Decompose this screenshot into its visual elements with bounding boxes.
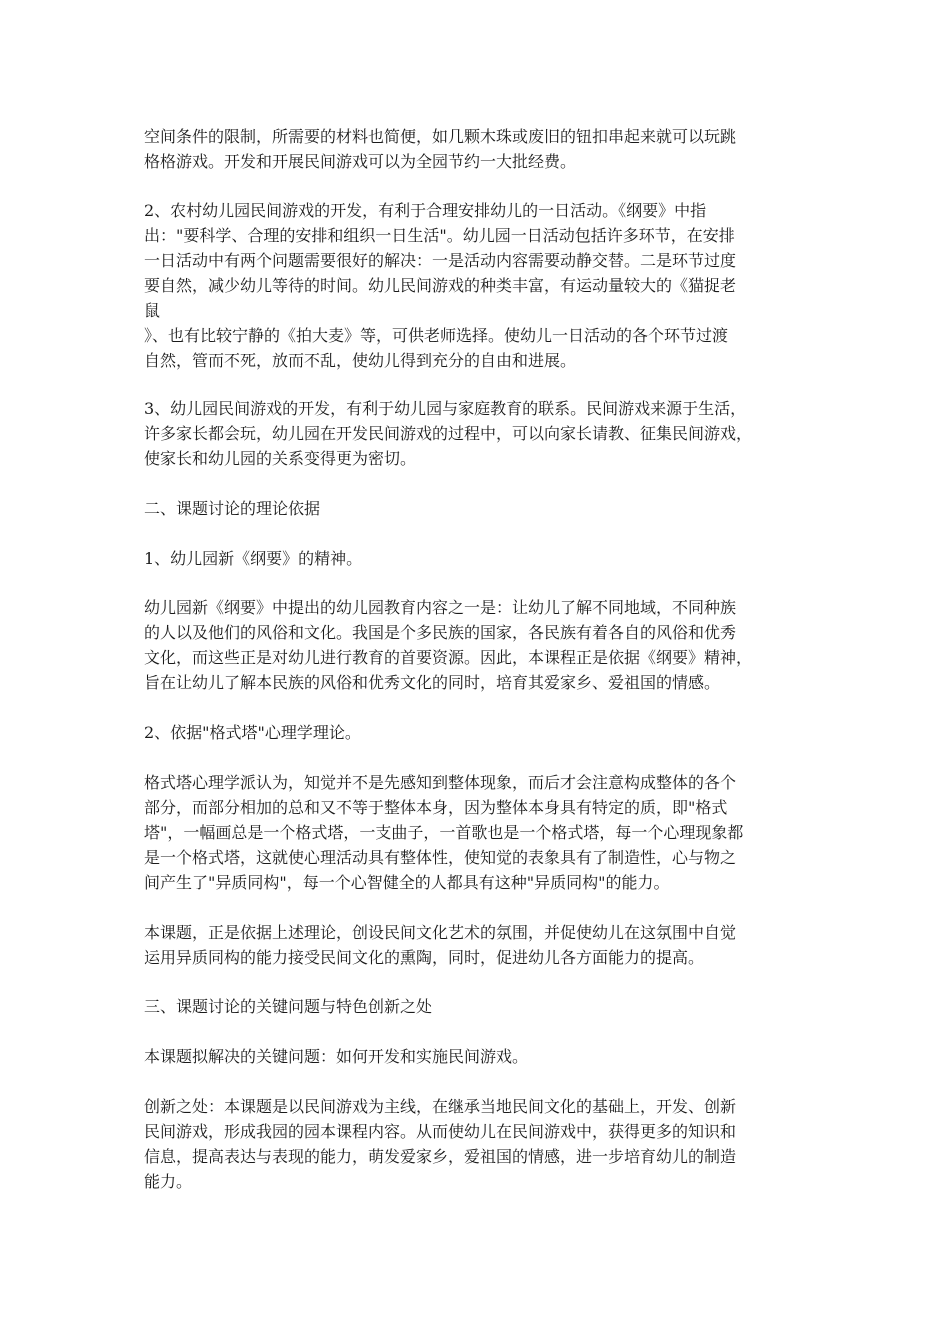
text-line: 许多家长都会玩，幼儿园在开发民间游戏的过程中，可以向家长请教、征集民间游戏，	[144, 424, 753, 443]
text-line: 是一个格式塔，这就使心理活动具有整体性，使知觉的表象具有了制造性，心与物之	[144, 848, 737, 867]
text-line: 自然，管而不死，放而不乱，使幼儿得到充分的自由和进展。	[144, 351, 577, 370]
text-line: 部分，而部分相加的总和又不等于整体本身，因为整体本身具有特定的质，即"格式	[144, 798, 728, 817]
paragraph-guideline-content	[144, 595, 752, 695]
text-line: 鼠	[144, 301, 161, 320]
text-line: 幼儿园新《纲要》中提出的幼儿园教育内容之一是：让幼儿了解不同地域，不同种族	[144, 598, 737, 617]
heading-line: 三、课题讨论的关键问题与特色创新之处	[144, 997, 433, 1016]
heading-line: 二、课题讨论的理论依据	[144, 499, 321, 518]
text-line: 使家长和幼儿园的关系变得更为密切。	[144, 449, 417, 468]
text-line: 空间条件的限制，所需要的材料也简便，如几颗木珠或废旧的钮扣串起来就可以玩跳	[144, 127, 737, 146]
text-line: 出："要科学、合理的安排和组织一日生活"。幼儿园一日活动包括许多环节，在安排	[144, 226, 735, 245]
text-line: 一日活动中有两个问题需要很好的解决：一是活动内容需要动静交替。二是环节过度	[144, 251, 737, 270]
heading-line: 2、依据"格式塔"心理学理论。	[144, 723, 361, 742]
text-line: 间产生了"异质同构"，每一个心智健全的人都具有这种"异质同构"的能力。	[144, 873, 670, 892]
text-line: 的人以及他们的风俗和文化。我国是个多民族的国家，各民族有着各自的风俗和优秀	[144, 623, 737, 642]
text-line: 格格游戏。开发和开展民间游戏可以为全园节约一大批经费。	[144, 152, 577, 171]
text-line: 旨在让幼儿了解本民族的风俗和优秀文化的同时，培育其爱家乡、爱祖国的情感。	[144, 673, 721, 692]
heading-line: 1、幼儿园新《纲要》的精神。	[144, 549, 363, 568]
section-heading-3-key-issues	[144, 994, 432, 1019]
paragraph-gestalt-explanation	[144, 770, 743, 895]
text-line: 信息，提高表达与表现的能力，萌发爱家乡，爱祖国的情感，进一步培育幼儿的制造	[144, 1147, 737, 1166]
paragraph-key-problem	[144, 1044, 528, 1069]
paragraph-innovation	[144, 1094, 736, 1194]
subheading-guideline-spirit	[144, 546, 362, 571]
paragraph-project-basis	[144, 920, 736, 970]
text-line: 2、农村幼儿园民间游戏的开发，有利于合理安排幼儿的一日活动。《纲要》中指	[144, 201, 707, 220]
text-line: 运用异质同构的能力接受民间文化的熏陶，同时，促进幼儿各方面能力的提高。	[144, 948, 705, 967]
text-line: 能力。	[144, 1172, 193, 1191]
paragraph-point-3-family-education	[144, 396, 752, 471]
text-line: 本课题，正是依据上述理论，创设民间文化艺术的氛围，并促使幼儿在这氛围中自觉	[144, 923, 737, 942]
text-line: 创新之处：本课题是以民间游戏为主线，在继承当地民间文化的基础上，开发、创新	[144, 1097, 737, 1116]
text-line: 本课题拟解决的关键问题：如何开发和实施民间游戏。	[144, 1047, 529, 1066]
section-heading-2-theory	[144, 496, 320, 521]
text-line: 格式塔心理学派认为，知觉并不是先感知到整体现象，而后才会注意构成整体的各个	[144, 773, 737, 792]
text-line: 民间游戏，形成我园的园本课程内容。从而使幼儿在民间游戏中，获得更多的知识和	[144, 1122, 737, 1141]
text-line: 文化，而这些正是对幼儿进行教育的首要资源。因此，本课程正是依据《纲要》精神，	[144, 648, 753, 667]
text-line: 要自然，减少幼儿等待的时间。幼儿民间游戏的种类丰富，有运动量较大的《猫捉老	[144, 276, 737, 295]
subheading-gestalt-theory	[144, 720, 361, 745]
text-line: 塔"，一幅画总是一个格式塔，一支曲子，一首歌也是一个格式塔，每一个心理现象都	[144, 823, 744, 842]
text-line: 3、幼儿园民间游戏的开发，有利于幼儿园与家庭教育的联系。民间游戏来源于生活，	[144, 399, 747, 418]
paragraph-materials	[144, 124, 736, 174]
paragraph-point-2-daily-activities	[144, 198, 736, 373]
text-line: 》、也有比较宁静的《拍大麦》等，可供老师选择。使幼儿一日活动的各个环节过渡	[144, 326, 729, 345]
